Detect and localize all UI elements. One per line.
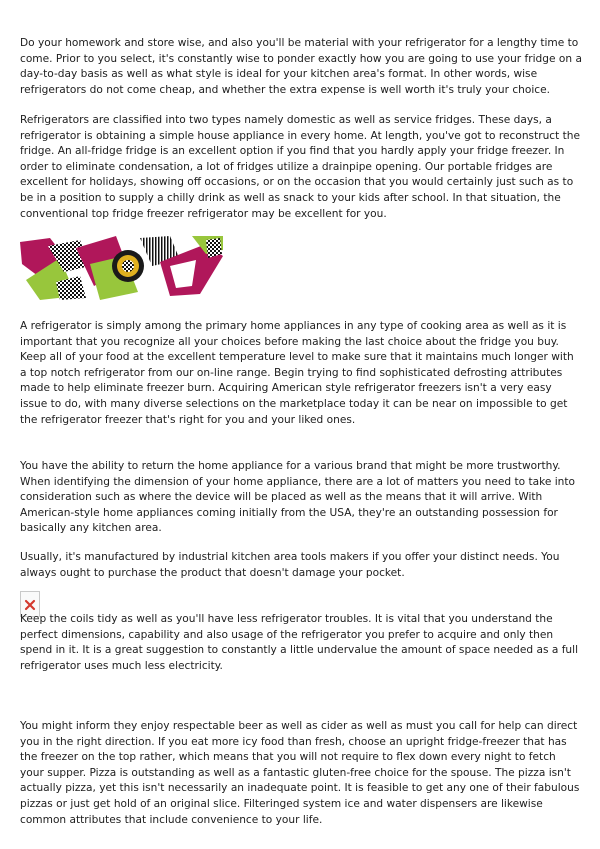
paragraph-7: You might inform they enjoy respectable beer as well as cider as well as must you call for help can direct you in the right direction. If you eat more icy food than fresh, choose an upright fridge-freezer that has the freezer on the top rather, which means that you will not require to flex down every night to fetch your supper. Pizza is outstanding as well as a fantastic gluten-free choice for the spouse. The pizza isn't actually pizza, yet this isn't necessarily an inadequate point. It is feasible to get any one of their fabulous pizzas or just get hold of an original slice. Filteringed system ice and water dispensers are likewise common attributes that include convenience to your life. [20, 720, 580, 826]
paragraph-5: Usually, it's manufactured by industrial kitchen area tools makers if you offer your distinct needs. You always ought to purchase the product that doesn't damage your pocket. [20, 551, 560, 579]
paragraph-2: Refrigerators are classified into two types namely domestic as well as service fridges. These days, a refrigerator is obtaining a simple house appliance in every home. At length, you've got to reconstruct the fridge. An all-fridge fridge is an excellent option if you find that you hardly apply your fridge freezer. In order to eliminate condensation, a lot of fridges utilize a drainpipe opening. Our portable fridges are excellent for holidays, showing off occasions, or on the occasion that you would certainly just such as to be in a position to supply a chilly drink as well as snack to your kids after school. In that situation, the conventional top fridge freezer refrigerator may be excellent for you. [20, 114, 581, 220]
decorative-pattern-image [20, 236, 223, 301]
paragraph-1: Do your homework and store wise, and also you'll be material with your refrigerator for a lengthy time to come. Prior to you select, it's constantly wise to ponder exactly how you are going to use your fridge on a day-to-day basis as well as what style is ideal for your kitchen area's format. In other words, wise refrigerators do not come cheap, and whether the extra expense is well worth it's truly your choice. [20, 37, 582, 96]
paragraph-4: You have the ability to return the home appliance for a various brand that might be more trustworthy. When identifying the dimension of your home appliance, there are a lot of matters you need to take into consideration such as where the device will be placed as well as the means that it will arrive. With American-style home appliances coming initially from the USA, they're an outstanding possession for basically any kitchen area. [20, 460, 576, 535]
paragraph-3: A refrigerator is simply among the primary home appliances in any type of cooking area as well as it is important that you recognize all your choices before making the last choice about the fridge you buy. Keep all of your food at the excellent temperature level to make sure that it maintains much longer with a top notch refrigerator from our on-line range. Begin trying to find sophisticated defrosting attributes made to help eliminate freezer burn. Acquiring American style refrigerator freezers isn't a very easy issue to do, with many diverse selections on the marketplace today it can be near on impossible to get the refrigerator freezer that's right for you and your liked ones. [20, 320, 574, 426]
paragraph-6: Keep the coils tidy as well as you'll have less refrigerator troubles. It is vital that you understand the perfect dimensions, capability and also usage of the refrigerator you prefer to acquire and only then spend in it. It is a great suggestion to constantly a little undervalue the amount of space needed as a full refrigerator uses much less electricity. [20, 613, 579, 672]
